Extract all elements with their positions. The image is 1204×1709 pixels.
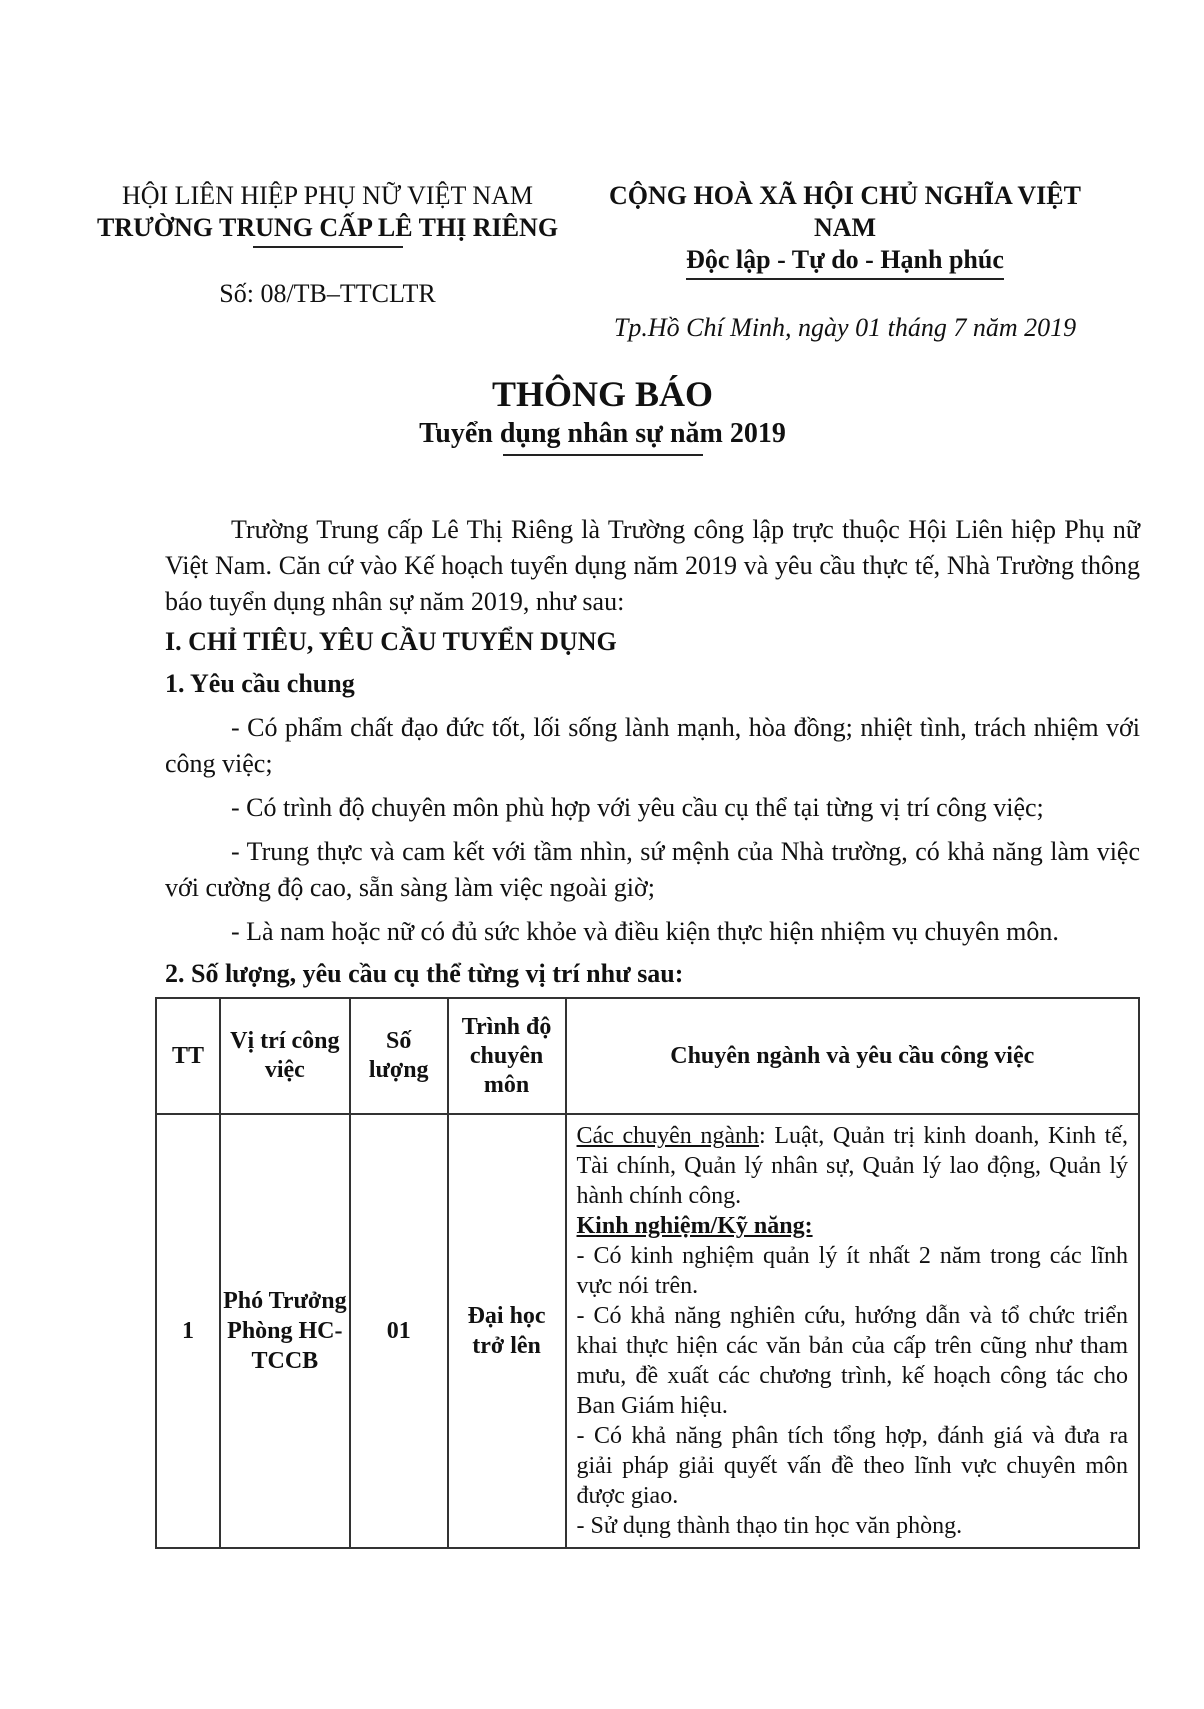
cell-quantity: 01 xyxy=(350,1114,448,1548)
experience-label: Kinh nghiệm/Kỹ năng: xyxy=(576,1213,813,1239)
majors-label: Các chuyên ngành xyxy=(576,1123,760,1149)
issuer-underline xyxy=(253,246,403,248)
cell-requirements xyxy=(566,1114,1139,1548)
section-heading: I. CHỈ TIÊU, YÊU CẦU TUYỂN DỤNG xyxy=(165,627,617,656)
intro-paragraph: Trường Trung cấp Lê Thị Riêng là Trường công lập trực thuộc Hội Liên hiệp Phụ nữ Việt Nam. Căn cứ vào Kế hoạch tuyển dụng năm 2019 và yêu cầu thực tế, Nhà Trường thông báo tuyển dụng nhân sự năm 2019, như sau: xyxy=(165,515,1140,616)
country-name: CỘNG HOÀ XÃ HỘI CHỦ NGHĨA VIỆT NAM xyxy=(609,181,1081,242)
document-subtitle: Tuyển dụng nhân sự năm 2019 xyxy=(419,418,786,449)
header-tt: TT xyxy=(156,998,220,1114)
title-block xyxy=(150,372,1055,456)
experience-item: - Có khả năng nghiên cứu, hướng dẫn và tổ chức triển khai thực hiện các văn bản của cấp trên cũng như tham mưu, đề xuất các chương trình, kế hoạch công tác cho Ban Giám hiệu. xyxy=(576,1303,1128,1419)
header-qualification: Trình độ chuyên môn xyxy=(448,998,566,1114)
cell-qualification: Đại học trở lên xyxy=(448,1114,566,1548)
general-requirements-heading: 1. Yêu cầu chung xyxy=(165,669,355,698)
issuer-org-sub: TRƯỜNG TRUNG CẤP LÊ THỊ RIÊNG xyxy=(96,213,559,242)
table-row xyxy=(156,1114,1139,1548)
title-underline xyxy=(503,454,703,456)
requirement-bullet: - Là nam hoặc nữ có đủ sức khỏe và điều kiện thực hiện nhiệm vụ chuyên môn. xyxy=(231,917,1059,946)
requirement-bullet: - Trung thực và cam kết với tầm nhìn, sứ mệnh của Nhà trường, có khả năng làm việc với cường độ cao, sẵn sàng làm việc ngoài giờ; xyxy=(165,837,1140,902)
issuer-org-main: HỘI LIÊN HIỆP PHỤ NỮ VIỆT NAM xyxy=(121,181,534,210)
majors-line xyxy=(577,1121,1128,1211)
cell-tt: 1 xyxy=(156,1114,220,1548)
positions-heading: 2. Số lượng, yêu cầu cụ thể từng vị trí như sau: xyxy=(165,959,684,988)
table-header-row xyxy=(156,998,1139,1114)
experience-item: - Có khả năng phân tích tổng hợp, đánh giá và đưa ra giải pháp giải quyết vấn đề theo lĩnh vực chuyên môn được giao. xyxy=(576,1423,1128,1509)
experience-item: - Có kinh nghiệm quản lý ít nhất 2 năm trong các lĩnh vực nói trên. xyxy=(576,1243,1128,1299)
national-header-block xyxy=(575,180,1115,344)
issuer-block xyxy=(90,180,565,310)
document-title: THÔNG BÁO xyxy=(491,374,714,414)
document-number: Số: 08/TB–TTCLTR xyxy=(219,279,436,308)
cell-position: Phó Trưởng Phòng HC-TCCB xyxy=(220,1114,350,1548)
requirement-bullet: - Có phẩm chất đạo đức tốt, lối sống lành mạnh, hòa đồng; nhiệt tình, trách nhiệm với công việc; xyxy=(165,713,1140,778)
requirement-bullet: - Có trình độ chuyên môn phù hợp với yêu cầu cụ thể tại từng vị trí công việc; xyxy=(231,793,1044,822)
majors-text: : Luật, Quản trị kinh doanh, Kinh tế, Tài chính, Quản lý nhân sự, Quản lý lao động, Quản lý hành chính công. xyxy=(576,1123,1128,1209)
header-position: Vị trí công việc xyxy=(220,998,350,1114)
experience-item: - Sử dụng thành thạo tin học văn phòng. xyxy=(576,1513,963,1539)
header-requirements: Chuyên ngành và yêu cầu công việc xyxy=(566,998,1139,1114)
document-date: Tp.Hồ Chí Minh, ngày 01 tháng 7 năm 2019 xyxy=(613,313,1077,342)
positions-table xyxy=(155,997,1140,1549)
national-motto: Độc lập - Tự do - Hạnh phúc xyxy=(686,244,1004,280)
document-body xyxy=(165,512,1140,992)
header-quantity: Số lượng xyxy=(350,998,448,1114)
